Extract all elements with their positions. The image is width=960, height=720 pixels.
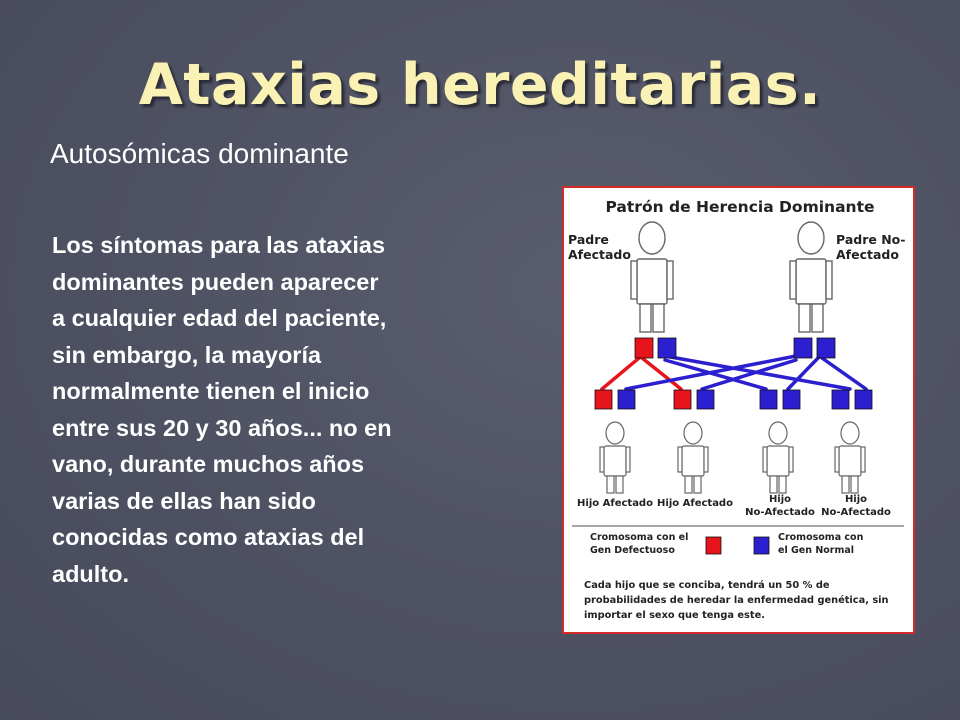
legend-normal-swatch <box>754 537 769 554</box>
child-label: Hijo Afectado <box>657 498 733 509</box>
child-figure <box>678 422 708 493</box>
chromosome-normal <box>817 338 835 358</box>
child-label: No-Afectado <box>745 507 815 518</box>
child-figures <box>600 422 865 493</box>
chromosome-normal <box>855 390 872 409</box>
child-label: Hijo <box>844 494 868 505</box>
diagram-title: Patrón de Herencia Dominante <box>605 198 875 216</box>
legend-normal-label: Cromosoma con <box>778 532 864 543</box>
chromosome-defective <box>674 390 691 409</box>
defective-line <box>602 358 639 389</box>
chromosome-normal <box>794 338 812 358</box>
child-chromosomes <box>595 390 872 409</box>
chromosome-normal <box>832 390 849 409</box>
normal-line <box>626 356 796 389</box>
parent-unaffected-figure <box>790 222 832 332</box>
child-figure <box>763 422 793 493</box>
body-line: normalmente tienen el inicio <box>52 378 370 404</box>
inheritance-diagram-svg <box>564 188 913 632</box>
slide-title: Ataxias hereditarias. <box>138 52 822 118</box>
legend-normal-label: el Gen Normal <box>778 545 855 556</box>
legend-defective-label: Cromosoma con el <box>590 532 689 543</box>
parent-affected-figure <box>631 222 673 332</box>
parent-affected-label: Padre <box>568 232 609 247</box>
body-line: a cualquier edad del paciente, <box>52 305 387 331</box>
child-label: Hijo <box>768 494 792 505</box>
body-paragraph <box>52 227 522 592</box>
inheritance-lines <box>602 356 866 389</box>
parent-affected-label: Afectado <box>568 247 631 262</box>
diagram-footnote: importar el sexo que tenga este. <box>584 610 765 621</box>
body-line: entre sus 20 y 30 años... no en <box>52 414 392 441</box>
child-label: Hijo Afectado <box>577 498 653 509</box>
chromosome-defective <box>635 338 653 358</box>
diagram-footnote: Cada hijo que se conciba, tendrá un 50 % de <box>584 580 830 591</box>
body-line: sin embargo, la mayoría <box>52 341 322 368</box>
body-line: conocidas como ataxias del <box>52 524 365 550</box>
chromosome-normal <box>760 390 777 409</box>
chromosome-normal <box>697 390 714 409</box>
legend-defective-swatch <box>706 537 721 554</box>
inheritance-diagram <box>562 186 915 634</box>
child-figure <box>600 422 630 493</box>
parent-chromosomes <box>635 338 835 358</box>
body-line: vano, durante muchos años <box>52 451 365 477</box>
body-line: varias de ellas han sido <box>52 487 316 514</box>
parent-unaffected-label: Afectado <box>836 247 899 262</box>
chromosome-normal <box>658 338 676 358</box>
chromosome-normal <box>618 390 635 409</box>
body-line: adulto. <box>52 560 130 587</box>
child-label: No-Afectado <box>821 507 891 518</box>
legend-defective-label: Gen Defectuoso <box>590 545 675 556</box>
body-line: dominantes pueden aparecer <box>52 268 379 295</box>
body-line: Los síntomas para las ataxias <box>52 232 386 258</box>
child-figure <box>835 422 865 493</box>
slide-subtitle: Autosómicas dominante <box>50 138 349 169</box>
chromosome-defective <box>595 390 612 409</box>
chromosome-normal <box>783 390 800 409</box>
diagram-footnote: probabilidades de heredar la enfermedad genética, sin <box>584 595 889 606</box>
parent-unaffected-label: Padre No- <box>836 232 906 247</box>
